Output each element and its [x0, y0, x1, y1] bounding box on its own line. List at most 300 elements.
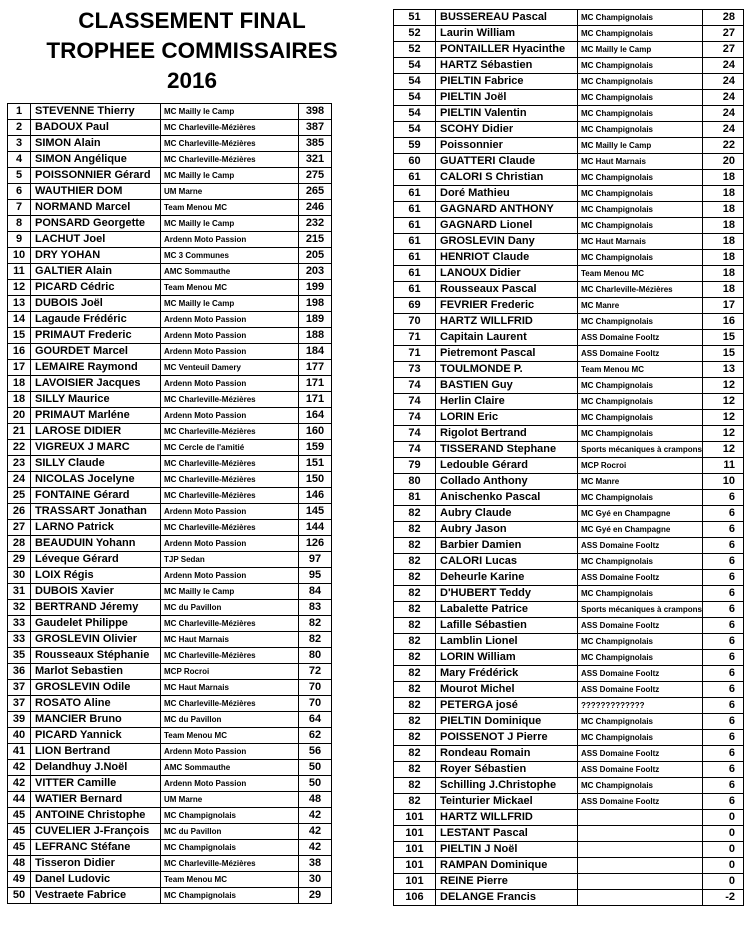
table-row	[394, 698, 744, 714]
rank-cell: 61	[394, 234, 436, 250]
table-row	[394, 346, 744, 362]
rank-cell: 59	[394, 138, 436, 154]
rank-cell: 27	[8, 520, 31, 536]
table-row	[8, 648, 332, 664]
name-cell: PIELTIN Valentin	[436, 106, 578, 122]
club-cell: Ardenn Moto Passion	[161, 376, 299, 392]
club-cell: MC Champignolais	[578, 314, 703, 330]
table-row	[8, 216, 332, 232]
rank-cell: 32	[8, 600, 31, 616]
rank-cell: 54	[394, 90, 436, 106]
table-row	[394, 826, 744, 842]
table-row	[8, 232, 332, 248]
club-cell	[578, 810, 703, 826]
table-row	[394, 58, 744, 74]
points-cell: 24	[703, 90, 744, 106]
title-line-2: TROPHEE COMMISSAIRES	[46, 38, 338, 63]
club-cell: MC Haut Marnais	[578, 154, 703, 170]
rank-cell: 7	[8, 200, 31, 216]
table-row	[8, 392, 332, 408]
table-row	[394, 634, 744, 650]
points-cell: 6	[703, 602, 744, 618]
club-cell: MC Venteuil Damery	[161, 360, 299, 376]
name-cell: SILLY Claude	[31, 456, 161, 472]
club-cell: MC Mailly le Camp	[161, 584, 299, 600]
table-row	[394, 650, 744, 666]
rank-cell: 22	[8, 440, 31, 456]
name-cell: NICOLAS Jocelyne	[31, 472, 161, 488]
club-cell: MC Charleville-Mézières	[161, 152, 299, 168]
rank-cell: 39	[8, 712, 31, 728]
name-cell: SIMON Angélique	[31, 152, 161, 168]
table-row	[394, 538, 744, 554]
table-row	[8, 200, 332, 216]
rank-cell: 54	[394, 106, 436, 122]
table-row	[394, 138, 744, 154]
rank-cell: 45	[8, 808, 31, 824]
points-cell: 50	[299, 776, 332, 792]
table-row	[394, 666, 744, 682]
name-cell: Danel Ludovic	[31, 872, 161, 888]
rank-cell: 61	[394, 218, 436, 234]
points-cell: 6	[703, 794, 744, 810]
points-cell: 6	[703, 698, 744, 714]
points-cell: 82	[299, 632, 332, 648]
table-row	[394, 474, 744, 490]
name-cell: RAMPAN Dominique	[436, 858, 578, 874]
name-cell: Capitain Laurent	[436, 330, 578, 346]
name-cell: STEVENNE Thierry	[31, 104, 161, 120]
rank-cell: 37	[8, 680, 31, 696]
name-cell: PIELTIN Joël	[436, 90, 578, 106]
name-cell: POISSONNIER Gérard	[31, 168, 161, 184]
table-row	[8, 872, 332, 888]
points-cell: 80	[299, 648, 332, 664]
rank-cell: 71	[394, 346, 436, 362]
club-cell: MC Charleville-Mézières	[161, 456, 299, 472]
points-cell: 6	[703, 714, 744, 730]
points-cell: 6	[703, 522, 744, 538]
name-cell: LARNO Patrick	[31, 520, 161, 536]
name-cell: Barbier Damien	[436, 538, 578, 554]
club-cell: Team Menou MC	[578, 266, 703, 282]
table-row	[394, 810, 744, 826]
table-row	[8, 552, 332, 568]
club-cell: ASS Domaine Fooltz	[578, 330, 703, 346]
club-cell: AMC Sommauthe	[161, 760, 299, 776]
table-row	[394, 746, 744, 762]
name-cell: Marlot Sebastien	[31, 664, 161, 680]
points-cell: 38	[299, 856, 332, 872]
club-cell: MC Charleville-Mézières	[161, 520, 299, 536]
club-cell: Ardenn Moto Passion	[161, 232, 299, 248]
table-row	[8, 824, 332, 840]
rank-cell: 74	[394, 410, 436, 426]
name-cell: HENRIOT Claude	[436, 250, 578, 266]
club-cell: Sports mécaniques à crampons	[578, 602, 703, 618]
club-cell: ASS Domaine Fooltz	[578, 538, 703, 554]
club-cell: MC Champignolais	[578, 714, 703, 730]
rank-cell: 82	[394, 570, 436, 586]
name-cell: LAVOISIER Jacques	[31, 376, 161, 392]
club-cell: MC Mailly le Camp	[161, 216, 299, 232]
name-cell: HARTZ WILLFRID	[436, 810, 578, 826]
club-cell: MC Haut Marnais	[161, 680, 299, 696]
club-cell: Team Menou MC	[161, 280, 299, 296]
name-cell: CALORI Lucas	[436, 554, 578, 570]
club-cell: MC Champignolais	[578, 74, 703, 90]
name-cell: HARTZ WILLFRID	[436, 314, 578, 330]
table-row	[8, 344, 332, 360]
rank-cell: 8	[8, 216, 31, 232]
name-cell: Herlin Claire	[436, 394, 578, 410]
club-cell: UM Marne	[161, 792, 299, 808]
rank-cell: 50	[8, 888, 31, 904]
table-row	[8, 376, 332, 392]
name-cell: Tisseron Didier	[31, 856, 161, 872]
name-cell: MANCIER Bruno	[31, 712, 161, 728]
rank-cell: 51	[394, 10, 436, 26]
table-row	[394, 570, 744, 586]
rank-cell: 49	[8, 872, 31, 888]
rank-cell: 74	[394, 426, 436, 442]
rank-cell: 82	[394, 714, 436, 730]
points-cell: 265	[299, 184, 332, 200]
points-cell: 205	[299, 248, 332, 264]
name-cell: HARTZ Sébastien	[436, 58, 578, 74]
table-row	[394, 522, 744, 538]
points-cell: 18	[703, 186, 744, 202]
rank-cell: 23	[8, 456, 31, 472]
table-row	[8, 152, 332, 168]
table-row	[394, 250, 744, 266]
rank-cell: 31	[8, 584, 31, 600]
club-cell: MC du Pavillon	[161, 600, 299, 616]
rank-cell: 82	[394, 506, 436, 522]
club-cell: MCP Rocroi	[161, 664, 299, 680]
points-cell: 0	[703, 842, 744, 858]
rank-cell: 54	[394, 58, 436, 74]
name-cell: REINE Pierre	[436, 874, 578, 890]
rank-cell: 33	[8, 616, 31, 632]
rank-cell: 37	[8, 696, 31, 712]
club-cell: MC Champignolais	[161, 808, 299, 824]
rank-cell: 14	[8, 312, 31, 328]
rank-cell: 24	[8, 472, 31, 488]
club-cell: MC Charleville-Mézières	[161, 120, 299, 136]
name-cell: BEAUDUIN Yohann	[31, 536, 161, 552]
club-cell: MC 3 Communes	[161, 248, 299, 264]
club-cell: MC Manre	[578, 298, 703, 314]
club-cell: MC Champignolais	[578, 58, 703, 74]
rank-cell: 54	[394, 122, 436, 138]
club-cell: AMC Sommauthe	[161, 264, 299, 280]
name-cell: Vestraete Fabrice	[31, 888, 161, 904]
club-cell: MC Charleville-Mézières	[161, 392, 299, 408]
rank-cell: 82	[394, 730, 436, 746]
table-row	[8, 280, 332, 296]
club-cell: MC Charleville-Mézières	[161, 616, 299, 632]
points-cell: 184	[299, 344, 332, 360]
club-cell: MC Manre	[578, 474, 703, 490]
rank-cell: 101	[394, 810, 436, 826]
points-cell: 0	[703, 858, 744, 874]
name-cell: Rousseaux Stéphanie	[31, 648, 161, 664]
club-cell: ASS Domaine Fooltz	[578, 618, 703, 634]
table-row	[8, 776, 332, 792]
table-row	[8, 760, 332, 776]
name-cell: CALORI S Christian	[436, 170, 578, 186]
points-cell: 12	[703, 442, 744, 458]
points-cell: 144	[299, 520, 332, 536]
points-cell: 22	[703, 138, 744, 154]
name-cell: Labalette Patrice	[436, 602, 578, 618]
name-cell: Delandhuy J.Noël	[31, 760, 161, 776]
name-cell: Royer Sébastien	[436, 762, 578, 778]
table-row	[394, 554, 744, 570]
name-cell: Aubry Jason	[436, 522, 578, 538]
table-row	[8, 600, 332, 616]
name-cell: PIELTIN Dominique	[436, 714, 578, 730]
name-cell: PICARD Yannick	[31, 728, 161, 744]
club-cell: MC Mailly le Camp	[578, 138, 703, 154]
name-cell: LEMAIRE Raymond	[31, 360, 161, 376]
points-cell: 20	[703, 154, 744, 170]
points-cell: 387	[299, 120, 332, 136]
name-cell: GALTIER Alain	[31, 264, 161, 280]
name-cell: Rigolot Bertrand	[436, 426, 578, 442]
points-cell: 12	[703, 394, 744, 410]
name-cell: Deheurle Karine	[436, 570, 578, 586]
points-cell: 177	[299, 360, 332, 376]
name-cell: POISSENOT J Pierre	[436, 730, 578, 746]
points-cell: 15	[703, 346, 744, 362]
rank-cell: 82	[394, 682, 436, 698]
club-cell: Ardenn Moto Passion	[161, 408, 299, 424]
table-row	[394, 682, 744, 698]
club-cell: MC Champignolais	[578, 554, 703, 570]
name-cell: Lamblin Lionel	[436, 634, 578, 650]
name-cell: CUVELIER J-François	[31, 824, 161, 840]
club-cell: MC Champignolais	[578, 634, 703, 650]
name-cell: PIELTIN Fabrice	[436, 74, 578, 90]
club-cell: MC Charleville-Mézières	[161, 856, 299, 872]
ranking-table-left	[7, 103, 332, 904]
points-cell: 15	[703, 330, 744, 346]
table-row	[8, 536, 332, 552]
club-cell: MC Mailly le Camp	[161, 168, 299, 184]
table-row	[394, 586, 744, 602]
points-cell: 189	[299, 312, 332, 328]
points-cell: 18	[703, 234, 744, 250]
table-row	[394, 362, 744, 378]
table-row	[394, 426, 744, 442]
name-cell: Mourot Michel	[436, 682, 578, 698]
ranking-table-right	[393, 9, 744, 906]
points-cell: 385	[299, 136, 332, 152]
rank-cell: 54	[394, 74, 436, 90]
table-row	[8, 440, 332, 456]
points-cell: 171	[299, 376, 332, 392]
points-cell: 203	[299, 264, 332, 280]
points-cell: 321	[299, 152, 332, 168]
table-row	[8, 840, 332, 856]
table-row	[394, 330, 744, 346]
club-cell: MC Charleville-Mézières	[161, 424, 299, 440]
rank-cell: 6	[8, 184, 31, 200]
points-cell: 246	[299, 200, 332, 216]
club-cell: ASS Domaine Fooltz	[578, 682, 703, 698]
club-cell	[578, 858, 703, 874]
points-cell: 215	[299, 232, 332, 248]
points-cell: 18	[703, 218, 744, 234]
points-cell: 0	[703, 874, 744, 890]
points-cell: 126	[299, 536, 332, 552]
club-cell: Ardenn Moto Passion	[161, 568, 299, 584]
table-row	[394, 10, 744, 26]
rank-cell: 9	[8, 232, 31, 248]
table-row	[394, 714, 744, 730]
club-cell: MC Champignolais	[578, 650, 703, 666]
table-row	[394, 202, 744, 218]
points-cell: 84	[299, 584, 332, 600]
rank-cell: 18	[8, 376, 31, 392]
points-cell: 42	[299, 840, 332, 856]
rank-cell: 74	[394, 442, 436, 458]
club-cell: MC Champignolais	[578, 410, 703, 426]
points-cell: 188	[299, 328, 332, 344]
club-cell: MC du Pavillon	[161, 824, 299, 840]
points-cell: 159	[299, 440, 332, 456]
club-cell: MC Champignolais	[578, 186, 703, 202]
table-row	[394, 74, 744, 90]
club-cell: Team Menou MC	[578, 362, 703, 378]
club-cell: MC Champignolais	[578, 730, 703, 746]
table-row	[8, 584, 332, 600]
title-line-3: 2016	[166, 68, 218, 93]
points-cell: 6	[703, 730, 744, 746]
rank-cell: 61	[394, 170, 436, 186]
points-cell: 198	[299, 296, 332, 312]
name-cell: LION Bertrand	[31, 744, 161, 760]
points-cell: 199	[299, 280, 332, 296]
rank-cell: 5	[8, 168, 31, 184]
club-cell: MC Champignolais	[578, 250, 703, 266]
club-cell: ASS Domaine Fooltz	[578, 746, 703, 762]
club-cell: MC Champignolais	[578, 170, 703, 186]
rank-cell: 44	[8, 792, 31, 808]
table-row	[394, 106, 744, 122]
rank-cell: 82	[394, 650, 436, 666]
club-cell: ASS Domaine Fooltz	[578, 346, 703, 362]
club-cell: MC Champignolais	[578, 394, 703, 410]
club-cell: MC Champignolais	[578, 90, 703, 106]
table-row	[8, 696, 332, 712]
name-cell: PRIMAUT Marléne	[31, 408, 161, 424]
rank-cell: 17	[8, 360, 31, 376]
points-cell: 171	[299, 392, 332, 408]
points-cell: 24	[703, 58, 744, 74]
club-cell: MC Champignolais	[578, 490, 703, 506]
points-cell: 16	[703, 314, 744, 330]
name-cell: Aubry Claude	[436, 506, 578, 522]
rank-cell: 82	[394, 666, 436, 682]
table-row	[8, 408, 332, 424]
points-cell: 12	[703, 426, 744, 442]
name-cell: Rousseaux Pascal	[436, 282, 578, 298]
table-row	[8, 312, 332, 328]
points-cell: 146	[299, 488, 332, 504]
points-cell: 24	[703, 122, 744, 138]
name-cell: GAGNARD ANTHONY	[436, 202, 578, 218]
rank-cell: 45	[8, 840, 31, 856]
rank-cell: 52	[394, 42, 436, 58]
name-cell: Teinturier Mickael	[436, 794, 578, 810]
name-cell: Laurin William	[436, 26, 578, 42]
table-row	[8, 888, 332, 904]
table-row	[394, 266, 744, 282]
table-row	[8, 168, 332, 184]
table-row	[8, 328, 332, 344]
points-cell: 70	[299, 680, 332, 696]
points-cell: 6	[703, 490, 744, 506]
name-cell: LORIN Eric	[436, 410, 578, 426]
points-cell: 18	[703, 170, 744, 186]
name-cell: TISSERAND Stephane	[436, 442, 578, 458]
points-cell: 64	[299, 712, 332, 728]
title-line-1: CLASSEMENT FINAL	[78, 8, 306, 33]
club-cell: UM Marne	[161, 184, 299, 200]
points-cell: 95	[299, 568, 332, 584]
club-cell: MC Mailly le Camp	[578, 42, 703, 58]
table-row	[8, 712, 332, 728]
points-cell: 17	[703, 298, 744, 314]
table-row	[8, 744, 332, 760]
rank-cell: 69	[394, 298, 436, 314]
table-row	[394, 442, 744, 458]
name-cell: DUBOIS Joël	[31, 296, 161, 312]
club-cell: Team Menou MC	[161, 728, 299, 744]
rank-cell: 45	[8, 824, 31, 840]
points-cell: 27	[703, 42, 744, 58]
table-row	[8, 632, 332, 648]
club-cell: MC Charleville-Mézières	[161, 696, 299, 712]
table-row	[394, 410, 744, 426]
table-row	[8, 104, 332, 120]
points-cell: 0	[703, 826, 744, 842]
points-cell: 56	[299, 744, 332, 760]
rank-cell: 15	[8, 328, 31, 344]
name-cell: Rondeau Romain	[436, 746, 578, 762]
club-cell: Ardenn Moto Passion	[161, 344, 299, 360]
table-row	[394, 458, 744, 474]
name-cell: Anischenko Pascal	[436, 490, 578, 506]
points-cell: 70	[299, 696, 332, 712]
name-cell: DRY YOHAN	[31, 248, 161, 264]
name-cell: GROSLEVIN Odile	[31, 680, 161, 696]
rank-cell: 70	[394, 314, 436, 330]
rank-cell: 2	[8, 120, 31, 136]
rank-cell: 101	[394, 826, 436, 842]
table-row	[8, 792, 332, 808]
name-cell: Lagaude Frédéric	[31, 312, 161, 328]
name-cell: BUSSEREAU Pascal	[436, 10, 578, 26]
club-cell: MC Charleville-Mézières	[578, 282, 703, 298]
points-cell: 6	[703, 650, 744, 666]
club-cell: MC Mailly le Camp	[161, 296, 299, 312]
club-cell: Team Menou MC	[161, 872, 299, 888]
name-cell: ANTOINE Christophe	[31, 808, 161, 824]
